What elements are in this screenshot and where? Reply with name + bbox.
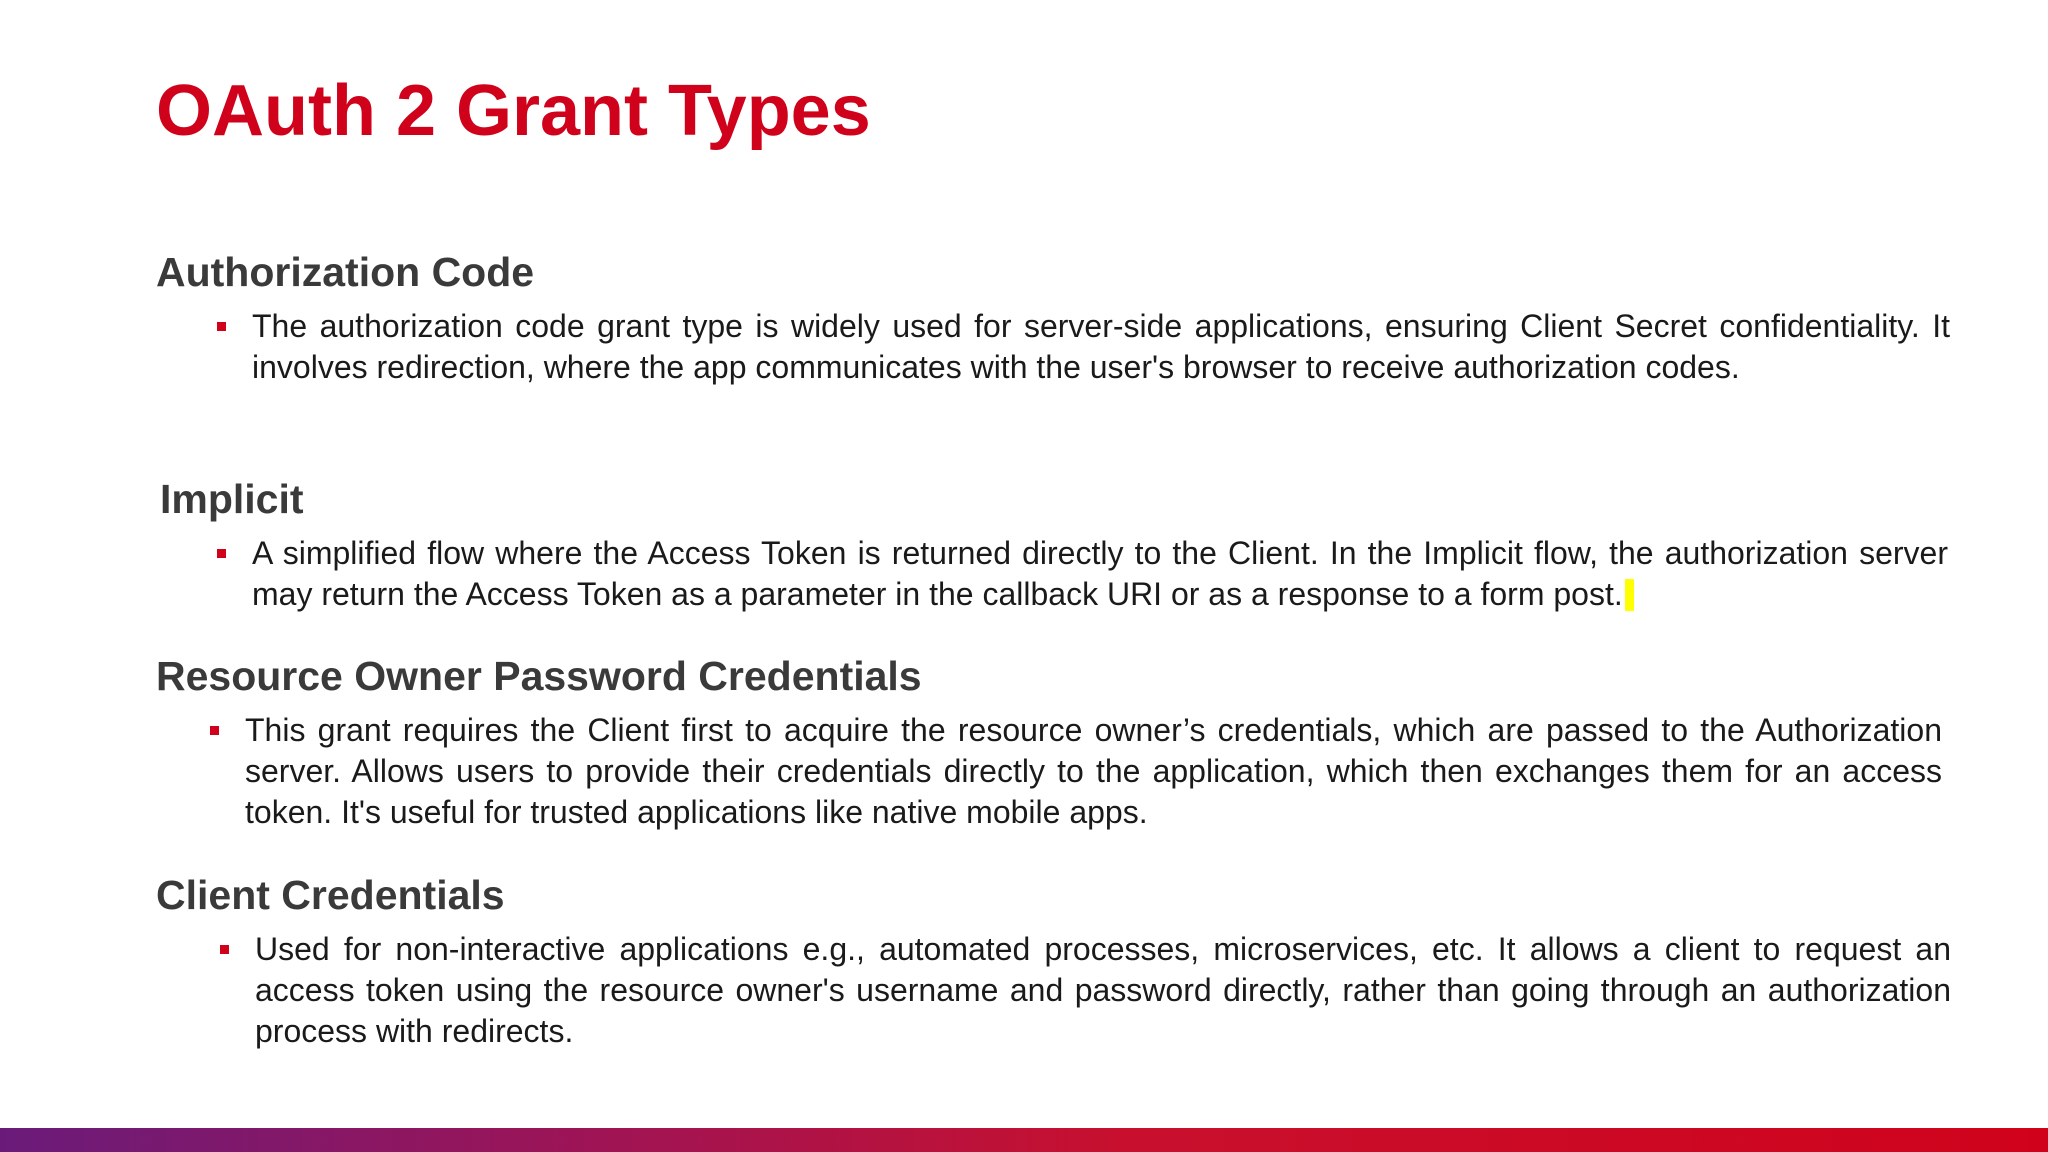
section-authorization-code: [156, 246, 2048, 388]
bullet-text: A simplified flow where the Access Token is returned directly to the Client. In the Implicit flow, the authorization server may return the Access Token as a parameter in the callback URI or as a response to a form post.: [252, 535, 1948, 612]
text-cursor-highlight: [1625, 579, 1634, 611]
section-heading: Client Credentials: [156, 872, 505, 918]
square-bullet-icon: [210, 726, 219, 735]
bullet-item: [245, 710, 1942, 833]
square-bullet-icon: [217, 322, 226, 331]
bottom-gradient-bar: [0, 1128, 2048, 1152]
section-resource-owner-password-credentials: [156, 650, 2048, 833]
section-client-credentials: [156, 869, 2048, 1052]
section-heading: Authorization Code: [156, 249, 535, 295]
bullet-text: This grant requires the Client first to acquire the resource owner’s credentials, which are passed to the Authorization server. Allows users to provide their credentials directly to the application, which then exchanges them for an access token. It's useful for trusted applications like native mobile apps.: [245, 712, 1942, 830]
square-bullet-icon: [217, 549, 226, 558]
section-heading: Implicit: [160, 476, 304, 522]
bullet-item: [252, 306, 1950, 388]
section-implicit: [160, 473, 2048, 615]
square-bullet-icon: [220, 945, 229, 954]
section-heading: Resource Owner Password Credentials: [156, 653, 922, 699]
bullet-text: The authorization code grant type is widely used for server-side applications, ensuring Client Secret confidentiality. It involves redirection, where the app communicates with the user's browser to receive authorization codes.: [252, 308, 1950, 385]
bullet-item: [252, 533, 1948, 615]
bullet-text: Used for non-interactive applications e.g., automated processes, microservices, etc. It allows a client to request an access token using the resource owner's username and password directly, rather than going through an authorization process with redirects.: [255, 931, 1951, 1049]
slide-title: OAuth 2 Grant Types: [156, 71, 871, 151]
bullet-item: [255, 929, 1951, 1052]
